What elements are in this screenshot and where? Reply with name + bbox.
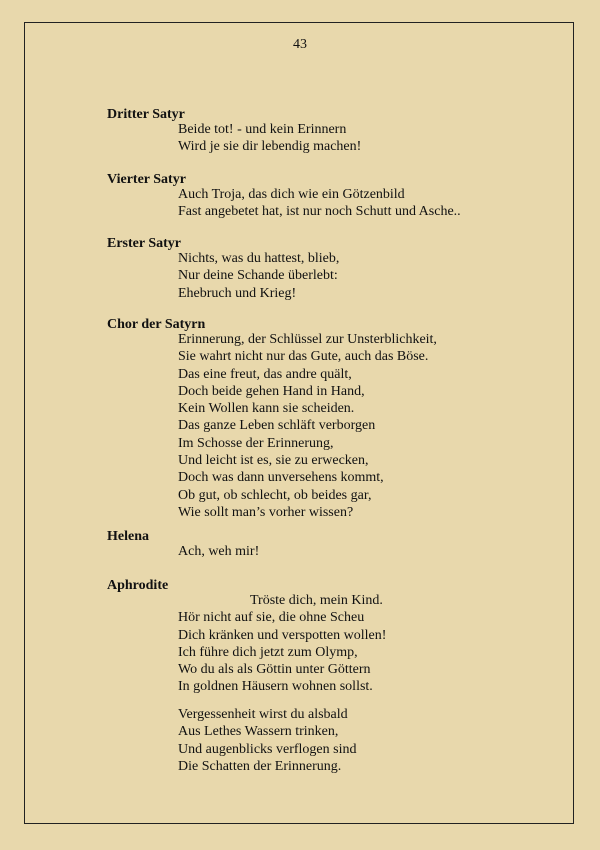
verse-line: Aus Lethes Wassern trinken, (178, 724, 339, 740)
speaker-helena: Helena (107, 529, 149, 544)
verse-line: Tröste dich, mein Kind. (250, 593, 383, 608)
verse-line: Hör nicht auf sie, die ohne Scheu (178, 610, 365, 626)
speaker-dritter-satyr: Dritter Satyr (107, 107, 185, 122)
verse-line: Nur deine Schande überlebt: (178, 268, 338, 284)
verse-line: Doch beide gehen Hand in Hand, (178, 383, 365, 399)
verse-erster-satyr (178, 250, 339, 302)
verse-line: Kein Wollen kann sie scheiden. (178, 401, 355, 417)
verse-helena (178, 543, 259, 560)
page-number: 43 (293, 37, 307, 52)
verse-line: Das eine freut, das andre quält, (178, 366, 352, 382)
verse-line: Wird je sie dir lebendig machen! (178, 139, 362, 155)
verse-vierter-satyr (178, 186, 461, 221)
verse-line: Und leicht ist es, sie zu erwecken, (178, 453, 369, 469)
verse-line: Fast angebetet hat, ist nur noch Schutt und Asche.. (178, 204, 461, 220)
speaker-aphrodite: Aphrodite (107, 578, 169, 593)
verse-aphrodite (178, 592, 386, 696)
verse-line: Ehebruch und Krieg! (178, 285, 297, 301)
verse-line: Ob gut, ob schlecht, ob beides gar, (178, 487, 372, 503)
verse-line: Im Schosse der Erinnerung, (178, 435, 334, 451)
verse-line: Dich kränken und verspotten wollen! (178, 627, 387, 643)
verse-line: Vergessenheit wirst du alsbald (178, 707, 348, 722)
verse-line: Das ganze Leben schläft verborgen (178, 418, 376, 434)
verse-aphrodite-stanza-2 (178, 706, 356, 775)
verse-line: In goldnen Häusern wohnen sollst. (178, 679, 373, 695)
verse-line: Erinnerung, der Schlüssel zur Unsterblichkeit, (178, 332, 437, 347)
speaker-erster-satyr: Erster Satyr (107, 236, 181, 251)
verse-line: Wo du als als Göttin unter Göttern (178, 662, 371, 678)
speaker-vierter-satyr: Vierter Satyr (107, 172, 186, 187)
speaker-chor-der-satyrn: Chor der Satyrn (107, 317, 206, 332)
verse-line: Nichts, was du hattest, blieb, (178, 251, 340, 266)
verse-line: Doch was dann unversehens kommt, (178, 470, 384, 486)
verse-line: Und augenblicks verflogen sind (178, 741, 357, 757)
verse-chor-der-satyrn (178, 331, 437, 521)
verse-line: Ach, weh mir! (178, 544, 260, 559)
verse-line: Sie wahrt nicht nur das Gute, auch das Böse. (178, 349, 429, 365)
verse-dritter-satyr (178, 121, 361, 156)
verse-line: Auch Troja, das dich wie ein Götzenbild (178, 187, 405, 202)
verse-line: Beide tot! - und kein Erinnern (178, 122, 347, 137)
verse-line: Ich führe dich jetzt zum Olymp, (178, 644, 358, 660)
verse-line: Wie sollt man’s vorher wissen? (178, 504, 354, 520)
verse-line: Die Schatten der Erinnerung. (178, 758, 342, 774)
